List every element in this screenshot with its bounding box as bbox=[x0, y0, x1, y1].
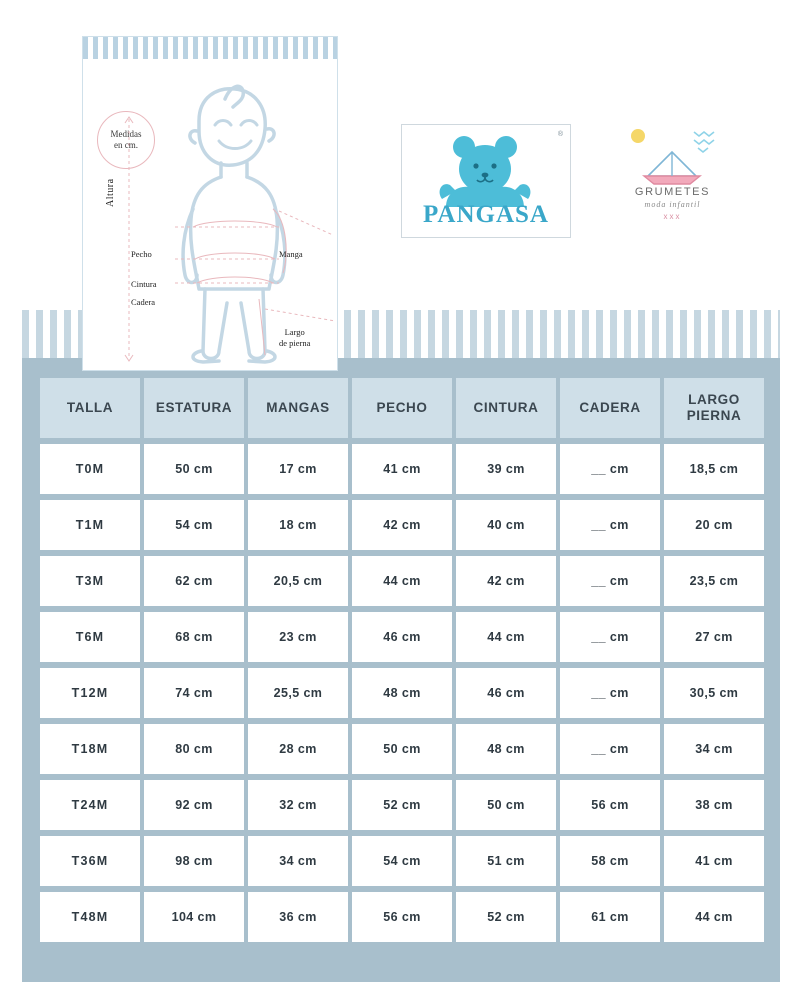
cell-talla: T0M bbox=[40, 444, 140, 494]
cell-talla: T3M bbox=[40, 556, 140, 606]
cell-estatura: 62 cm bbox=[144, 556, 244, 606]
cell-largo-pierna: 30,5 cm bbox=[664, 668, 764, 718]
label-altura: Altura bbox=[105, 178, 116, 207]
cell-talla: T24M bbox=[40, 780, 140, 830]
grumetes-logo bbox=[620, 124, 725, 234]
cell-mangas: 28 cm bbox=[248, 724, 348, 774]
cell-cintura: 39 cm bbox=[456, 444, 556, 494]
cell-cadera: __ cm bbox=[560, 612, 660, 662]
cell-estatura: 80 cm bbox=[144, 724, 244, 774]
measure-note-line2: en cm. bbox=[114, 140, 138, 150]
label-manga: Manga bbox=[279, 249, 303, 259]
cell-cintura: 52 cm bbox=[456, 892, 556, 942]
cell-largo-pierna: 41 cm bbox=[664, 836, 764, 886]
cell-largo-pierna: 20 cm bbox=[664, 500, 764, 550]
cell-cadera: __ cm bbox=[560, 668, 660, 718]
header-talla: TALLA bbox=[40, 378, 140, 438]
grumetes-name: GRUMETES bbox=[634, 186, 711, 198]
diagram-body bbox=[83, 59, 337, 370]
cell-pecho: 42 cm bbox=[352, 500, 452, 550]
cell-pecho: 52 cm bbox=[352, 780, 452, 830]
cell-cintura: 48 cm bbox=[456, 724, 556, 774]
paper-boat-icon bbox=[620, 124, 725, 186]
cell-cintura: 42 cm bbox=[456, 556, 556, 606]
label-cadera: Cadera bbox=[131, 297, 156, 307]
header-mangas: MANGAS bbox=[248, 378, 348, 438]
measure-note-line1: Medidas bbox=[110, 129, 142, 139]
cell-cintura: 46 cm bbox=[456, 668, 556, 718]
table-row bbox=[40, 444, 764, 494]
measurement-diagram-card bbox=[82, 36, 338, 371]
table-row bbox=[40, 500, 764, 550]
cell-cadera: __ cm bbox=[560, 500, 660, 550]
pangasa-wordmark: PANGASA bbox=[423, 201, 549, 228]
table-row bbox=[40, 780, 764, 830]
cell-largo-pierna: 44 cm bbox=[664, 892, 764, 942]
table-row bbox=[40, 724, 764, 774]
label-largo-pierna bbox=[279, 327, 310, 349]
cell-mangas: 32 cm bbox=[248, 780, 348, 830]
cell-cintura: 40 cm bbox=[456, 500, 556, 550]
cell-cintura: 44 cm bbox=[456, 612, 556, 662]
table-header-row bbox=[40, 378, 764, 438]
table-row bbox=[40, 892, 764, 942]
table-row bbox=[40, 836, 764, 886]
cell-cadera: __ cm bbox=[560, 444, 660, 494]
table-row bbox=[40, 556, 764, 606]
cell-mangas: 20,5 cm bbox=[248, 556, 348, 606]
cell-mangas: 34 cm bbox=[248, 836, 348, 886]
registered-trademark-icon: ® bbox=[557, 131, 563, 138]
cell-pecho: 50 cm bbox=[352, 724, 452, 774]
cell-estatura: 54 cm bbox=[144, 500, 244, 550]
cell-largo-pierna: 23,5 cm bbox=[664, 556, 764, 606]
boat-shape bbox=[644, 152, 700, 184]
size-chart-table bbox=[36, 372, 768, 948]
cell-mangas: 36 cm bbox=[248, 892, 348, 942]
cell-cadera: __ cm bbox=[560, 556, 660, 606]
label-pecho: Pecho bbox=[131, 249, 152, 259]
child-figure-illustration bbox=[83, 59, 339, 372]
cell-mangas: 18 cm bbox=[248, 500, 348, 550]
table-row bbox=[40, 668, 764, 718]
cell-largo-pierna: 27 cm bbox=[664, 612, 764, 662]
cell-talla: T36M bbox=[40, 836, 140, 886]
header-cintura: CINTURA bbox=[456, 378, 556, 438]
cell-pecho: 41 cm bbox=[352, 444, 452, 494]
cell-cadera: 61 cm bbox=[560, 892, 660, 942]
cell-talla: T6M bbox=[40, 612, 140, 662]
cell-mangas: 25,5 cm bbox=[248, 668, 348, 718]
cell-cadera: __ cm bbox=[560, 724, 660, 774]
diagram-stripe-band bbox=[83, 37, 337, 59]
cell-pecho: 44 cm bbox=[352, 556, 452, 606]
measurement-unit-note bbox=[97, 111, 155, 169]
cell-cintura: 51 cm bbox=[456, 836, 556, 886]
pangasa-logo bbox=[401, 124, 571, 238]
cell-largo-pierna: 34 cm bbox=[664, 724, 764, 774]
cell-cadera: 58 cm bbox=[560, 836, 660, 886]
label-cintura: Cintura bbox=[131, 279, 157, 289]
cell-talla: T48M bbox=[40, 892, 140, 942]
cell-cintura: 50 cm bbox=[456, 780, 556, 830]
cell-pecho: 46 cm bbox=[352, 612, 452, 662]
header-estatura: ESTATURA bbox=[144, 378, 244, 438]
cell-talla: T18M bbox=[40, 724, 140, 774]
grumetes-decoration: xxx bbox=[663, 212, 682, 221]
cell-estatura: 98 cm bbox=[144, 836, 244, 886]
cell-talla: T1M bbox=[40, 500, 140, 550]
cell-estatura: 50 cm bbox=[144, 444, 244, 494]
cell-pecho: 48 cm bbox=[352, 668, 452, 718]
header-largo-pierna: LARGO PIERNA bbox=[664, 378, 764, 438]
cell-talla: T12M bbox=[40, 668, 140, 718]
cell-estatura: 74 cm bbox=[144, 668, 244, 718]
cell-cadera: 56 cm bbox=[560, 780, 660, 830]
size-table-panel bbox=[22, 310, 780, 982]
wave-lines-icon bbox=[694, 132, 714, 152]
header-pecho: PECHO bbox=[352, 378, 452, 438]
grumetes-tagline: moda infantil bbox=[644, 200, 701, 209]
header-cadera: CADERA bbox=[560, 378, 660, 438]
teddy-bear-icon bbox=[402, 129, 570, 209]
cell-estatura: 92 cm bbox=[144, 780, 244, 830]
cell-largo-pierna: 18,5 cm bbox=[664, 444, 764, 494]
cell-estatura: 68 cm bbox=[144, 612, 244, 662]
table-row bbox=[40, 612, 764, 662]
sun-icon bbox=[631, 129, 645, 143]
cell-pecho: 54 cm bbox=[352, 836, 452, 886]
cell-largo-pierna: 38 cm bbox=[664, 780, 764, 830]
label-largo-line1: Largo bbox=[284, 327, 305, 337]
cell-pecho: 56 cm bbox=[352, 892, 452, 942]
cell-mangas: 17 cm bbox=[248, 444, 348, 494]
label-largo-line2: de pierna bbox=[279, 338, 311, 348]
cell-mangas: 23 cm bbox=[248, 612, 348, 662]
cell-estatura: 104 cm bbox=[144, 892, 244, 942]
